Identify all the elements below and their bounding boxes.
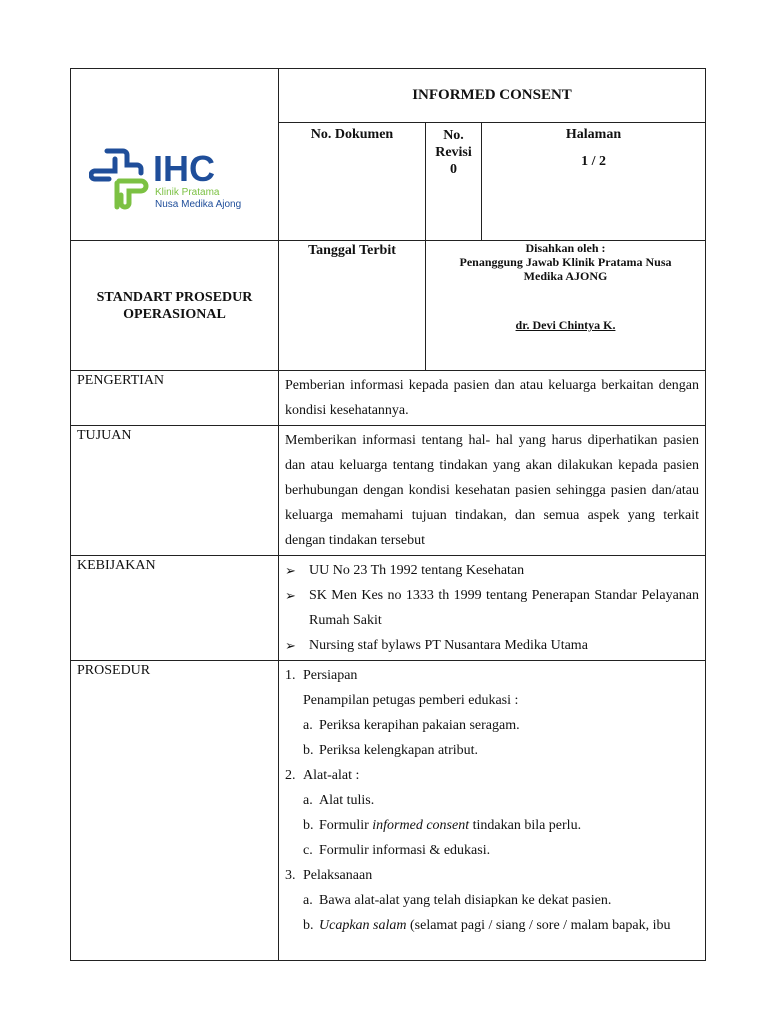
signatory: dr. Devi Chintya K. bbox=[515, 318, 616, 332]
logo-line1: Klinik Pratama bbox=[155, 187, 220, 198]
disahkan-cell bbox=[426, 241, 706, 371]
tujuan-text: Memberikan informasi tentang hal- hal yang harus diperhatikan pasien dan atau keluarga tentang tindakan yang akan dilakukan kepada pasien berhubungan dengan kondisi kesehatan pasien sehingga pasien dan/atau keluarga memahami tujuan tindakan, dan semua aspek yang terkait dengan tindakan tersebut bbox=[279, 426, 706, 556]
list-item: a. Alat tulis. bbox=[303, 793, 375, 808]
arrow-bullet-icon: ➢ bbox=[285, 638, 296, 653]
no-dokumen-label: No. Dokumen bbox=[279, 123, 426, 241]
sop-title: STANDART PROSEDUR OPERASIONAL bbox=[71, 241, 279, 371]
step-3: 3. Pelaksanaan bbox=[285, 868, 373, 883]
sop-document bbox=[70, 68, 705, 950]
disahkan-label: Disahkan oleh : bbox=[525, 241, 606, 255]
step-1-note: Penampilan petugas pemberi edukasi : bbox=[303, 693, 519, 708]
logo-cell bbox=[71, 69, 279, 241]
list-item: a. Periksa kerapihan pakaian seragam. bbox=[303, 718, 520, 733]
sop-table bbox=[70, 68, 706, 961]
kebijakan-label: KEBIJAKAN bbox=[71, 556, 279, 661]
disahkan-by: Penanggung Jawab Klinik Pratama Nusa Medika AJONG bbox=[459, 255, 672, 283]
list-item: b. Formulir informed consent tindakan bila perlu. bbox=[303, 818, 582, 833]
list-item: ➢ Nursing staf bylaws PT Nusantara Medika Utama bbox=[285, 633, 699, 658]
kebijakan-list bbox=[279, 556, 706, 661]
halaman-value: 1 / 2 bbox=[581, 154, 606, 169]
list-item: b. Ucapkan salam (selamat pagi / siang / sore / malam bapak, ibu bbox=[303, 918, 671, 933]
halaman-label: Halaman bbox=[565, 127, 622, 142]
arrow-bullet-icon: ➢ bbox=[285, 563, 296, 578]
logo-name: IHC bbox=[153, 148, 215, 189]
cross-icon bbox=[91, 151, 146, 207]
pengertian-text: Pemberian informasi kepada pasien dan atau keluarga berkaitan dengan kondisi kesehatannya. bbox=[279, 371, 706, 426]
no-revisi-label: No. Revisi bbox=[435, 128, 472, 160]
no-revisi-cell bbox=[426, 123, 482, 241]
tanggal-terbit-label: Tanggal Terbit bbox=[279, 241, 426, 371]
logo-line2: Nusa Medika Ajong bbox=[155, 199, 242, 210]
ihc-logo bbox=[89, 141, 269, 231]
list-item: c. Formulir informasi & edukasi. bbox=[303, 843, 491, 858]
list-item: b. Periksa kelengkapan atribut. bbox=[303, 743, 479, 758]
list-item: ➢ UU No 23 Th 1992 tentang Kesehatan bbox=[285, 558, 699, 583]
prosedur-label: PROSEDUR bbox=[71, 661, 279, 961]
tujuan-label: TUJUAN bbox=[71, 426, 279, 556]
arrow-bullet-icon: ➢ bbox=[285, 588, 296, 603]
list-item: ➢ SK Men Kes no 1333 th 1999 tentang Penerapan Standar Pelayanan Rumah Sakit bbox=[285, 583, 699, 633]
pengertian-label: PENGERTIAN bbox=[71, 371, 279, 426]
step-1: 1. Persiapan bbox=[285, 668, 358, 683]
no-revisi-value: 0 bbox=[450, 162, 457, 177]
prosedur-content bbox=[279, 661, 706, 961]
list-item: a. Bawa alat-alat yang telah disiapkan ke dekat pasien. bbox=[303, 893, 612, 908]
document-title: INFORMED CONSENT bbox=[279, 69, 706, 123]
halaman-cell bbox=[482, 123, 706, 241]
step-2: 2. Alat-alat : bbox=[285, 768, 360, 783]
